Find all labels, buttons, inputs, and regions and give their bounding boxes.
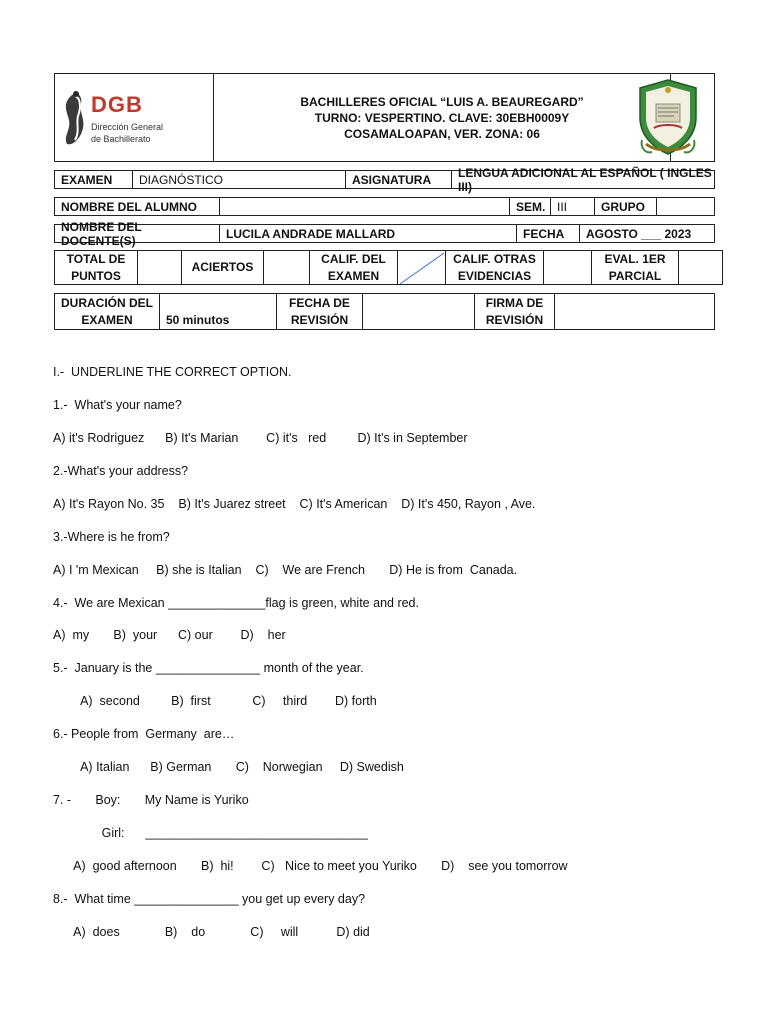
total-puntos-label [55,251,137,284]
exam-line-5: 3.-Where is he from? [53,530,170,544]
calif-examen-line2: EXAMEN [327,268,380,283]
sem-value[interactable]: III [550,198,594,215]
duracion-line2: EXAMEN [81,312,133,327]
calif-examen-line1: CALIF. DEL [321,251,386,266]
exam-instruction: I.- UNDERLINE THE CORRECT OPTION. [53,365,292,379]
school-line-3: COSAMALOAPAN, VER. ZONA: 06 [344,126,540,141]
dgb-logo-icon [61,88,91,150]
calif-otras-label [445,251,543,284]
total-puntos-field[interactable] [137,251,181,284]
row-duracion [54,293,715,330]
total-puntos-line2: PUNTOS [71,268,121,283]
firma-revision-line1: FIRMA DE [485,295,544,310]
aciertos-label: ACIERTOS [181,251,263,284]
asignatura-value[interactable]: LENGUA ADICIONAL AL ESPAÑOL ( INGLES III) [451,171,714,188]
row-alumno [54,197,715,216]
school-header [213,74,671,161]
school-line-2: TURNO: VESPERTINO. CLAVE: 30EBH0009Y [314,110,570,125]
asignatura-label: ASIGNATURA [345,171,451,188]
duracion-value[interactable] [159,294,276,329]
aciertos-field[interactable] [263,251,309,284]
school-crest-icon [636,78,700,158]
diagonal-slash-mark [398,251,446,286]
duracion-line1: DURACIÓN DEL [61,295,153,310]
dgb-logo-letters: DGB [91,92,143,117]
eval-parcial-line1: EVAL. 1ER [604,251,666,266]
row-examen [54,165,715,194]
docente-value[interactable]: LUCILA ANDRADE MALLARD [219,225,516,242]
exam-line-3: 2.-What's your address? [53,464,189,478]
header-box [54,73,715,162]
exam-line-6[interactable]: A) I 'm Mexican B) she is Italian C) We are French D) He is from Canada. [53,563,518,577]
calif-otras-field[interactable] [543,251,591,284]
exam-line-1: 1.- What's your name? [53,398,182,412]
firma-revision-field[interactable] [554,294,714,329]
duracion-text: 50 minutos [166,313,230,327]
fecha-label: FECHA [516,225,579,242]
exam-line-8[interactable]: A) my B) your C) our D) her [53,628,286,642]
grupo-label: GRUPO [594,198,656,215]
row-docente [54,219,715,248]
exam-line-10[interactable]: A) second B) first C) third D) forth [53,694,377,708]
fecha-revision-line1: FECHA DE [289,295,350,310]
firma-revision-label [474,294,554,329]
eval-parcial-field[interactable] [678,251,722,284]
examen-value[interactable]: DIAGNÓSTICO [132,171,345,188]
row-calificaciones [54,250,723,285]
calif-examen-label [309,251,397,284]
dgb-logo-sub1: Dirección General [91,122,164,132]
dgb-logo-sub2: de Bachillerato [91,134,151,144]
exam-line-11: 6.- People from Germany are… [53,727,235,741]
calif-otras-line1: CALIF. OTRAS [453,251,536,266]
alumno-field[interactable] [219,198,509,215]
exam-line-2[interactable]: A) it's Rodriguez B) It's Marian C) it's red D) It's in September [53,431,468,445]
eval-parcial-label [591,251,678,284]
exam-line-12[interactable]: A) Italian B) German C) Norwegian D) Swedish [53,760,404,774]
exam-line-9: 5.- January is the _______________ month of the year. [53,661,364,675]
exam-line-15[interactable]: A) good afternoon B) hi! C) Nice to meet you Yuriko D) see you tomorrow [53,859,568,873]
examen-label: EXAMEN [61,172,113,187]
exam-line-4[interactable]: A) It's Rayon No. 35 B) It's Juarez street C) It's American D) It's 450, Rayon , Ave. [53,497,536,511]
exam-line-13: 7. - Boy: My Name is Yuriko [53,793,249,807]
duracion-label [55,294,159,329]
school-line-1: BACHILLERES OFICIAL “LUIS A. BEAUREGARD” [300,94,584,109]
fecha-value[interactable]: AGOSTO ___ 2023 [579,225,714,242]
exam-line-17[interactable]: A) does B) do C) will D) did [53,925,370,939]
calif-examen-field[interactable] [397,251,445,284]
fecha-revision-label [276,294,362,329]
exam-line-16: 8.- What time _______________ you get up every day? [53,892,366,906]
fecha-revision-field[interactable] [362,294,474,329]
exam-line-14[interactable]: Girl: ________________________________ [53,826,368,840]
docente-label: NOMBRE DEL DOCENTE(S) [61,219,142,248]
dgb-logo [59,84,164,152]
total-puntos-line1: TOTAL DE [66,251,126,266]
alumno-label: NOMBRE DEL ALUMNO [61,199,197,214]
sem-label: SEM. [509,198,550,215]
firma-revision-line2: REVISIÓN [485,312,544,327]
grupo-field[interactable] [656,198,714,215]
exam-line-7: 4.- We are Mexican ______________flag is green, white and red. [53,596,419,610]
eval-parcial-line2: PARCIAL [608,268,662,283]
fecha-revision-line2: REVISIÓN [290,312,349,327]
calif-otras-line2: EVIDENCIAS [457,268,532,283]
